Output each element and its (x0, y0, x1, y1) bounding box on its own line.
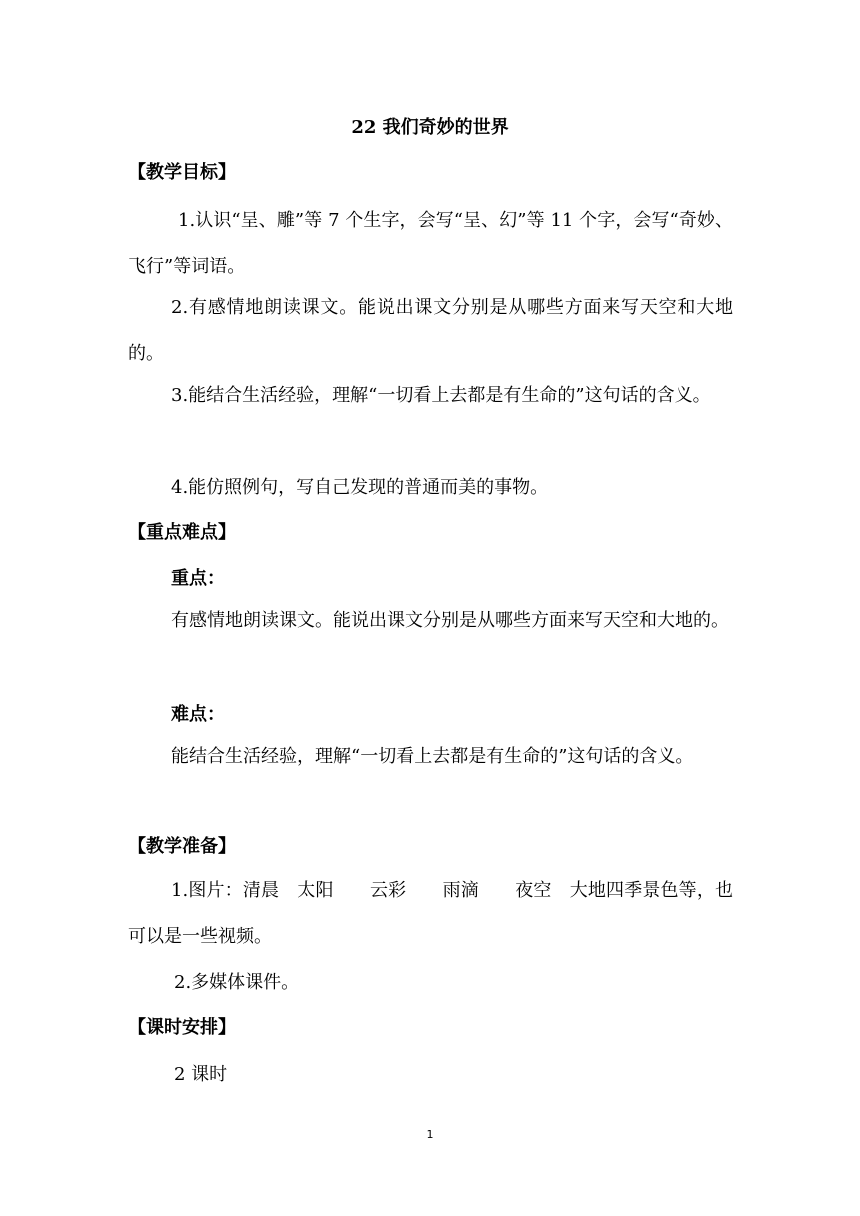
goal-item-1: 1.认识“呈、雕”等 7 个生字，会写“呈、幻”等 11 个字，会写“奇妙、飞行”等词语。 (128, 210, 733, 277)
goal-item-3: 3.能结合生活经验，理解“一切看上去都是有生命的”这句话的含义。 (171, 385, 711, 406)
key-text: 有感情地朗读课文。能说出课文分别是从哪些方面来写天空和大地的。 (171, 610, 729, 631)
schedule-text: 2 课时 (174, 1064, 228, 1085)
goal-item-2: 2.有感情地朗读课文。能说出课文分别是从哪些方面来写天空和大地的。 (128, 297, 733, 364)
schedule-heading: 【课时安排】 (128, 1017, 236, 1038)
prep-item-1: 1.图片：清晨 太阳 云彩 雨滴 夜空 大地四季景色等，也可以是一些视频。 (128, 880, 733, 947)
prep-heading: 【教学准备】 (128, 836, 236, 857)
goal-item-4: 4.能仿照例句，写自己发现的普通而美的事物。 (171, 477, 549, 498)
difficult-label: 难点： (171, 704, 225, 725)
difficult-text: 能结合生活经验，理解“一切看上去都是有生命的”这句话的含义。 (171, 746, 694, 767)
page-title: 22 我们奇妙的世界 (351, 117, 509, 138)
key-points-heading: 【重点难点】 (128, 522, 236, 543)
goals-heading: 【教学目标】 (128, 162, 236, 183)
page-number: 1 (426, 1128, 434, 1141)
key-label: 重点： (171, 568, 225, 589)
prep-item-2: 2.多媒体课件。 (174, 972, 300, 993)
